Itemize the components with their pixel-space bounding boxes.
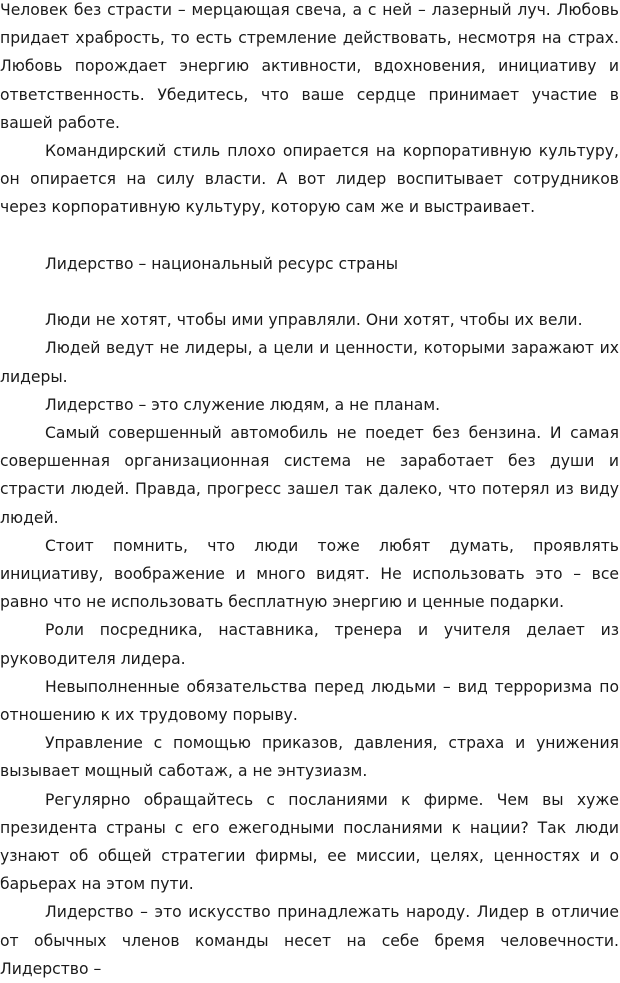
paragraph: Роли посредника, наставника, тренера и учителя делает из руководителя лидера. (0, 621, 619, 668)
paragraph-command-style: Командирский стиль плохо опирается на корпоративную культуру, он опирается на силу власти. А вот лидер воспитывает сотрудников через корпоративную культуру, которую сам же и выстраивает. (0, 142, 619, 217)
paragraph: Самый совершенный автомобиль не поедет без бензина. И самая совершенная организационная система не заработает без души и страсти людей. Правда, прогресс зашел так далеко, что потерял из виду людей. (0, 424, 619, 527)
paragraph: Людей ведут не лидеры, а цели и ценности, которыми заражают их лидеры. (0, 339, 619, 386)
spacer (0, 222, 620, 250)
paragraph: Регулярно обращайтесь с посланиями к фирме. Чем вы хуже президента страны с его ежегодными посланиями к нации? Так люди узнают об общей стратегии фирмы, ее миссии, целях, ценностях и о барьерах на этом пути. (0, 790, 619, 894)
spacer (0, 278, 620, 306)
paragraph: Лидерство – это искусство принадлежать народу. Лидер в отличие от обычных членов команды несет на себе бремя человечности. Лидерство – (0, 903, 619, 978)
paragraph: Лидерство – это служение людям, а не планам. (45, 395, 441, 414)
paragraph: Стоит помнить, что люди тоже любят думать, проявлять инициативу, воображение и много видят. Не использовать это – все равно что не использовать бесплатную энергию и ценные подарки. (0, 536, 619, 612)
paragraph: Невыполненные обязательства перед людьми – вид терроризма по отношению к их трудовому порыву. (0, 677, 619, 725)
paragraph-passion: Человек без страсти – мерцающая свеча, а с ней – лазерный луч. Любовь придает храбрость, то есть стремление действовать, несмотря на страх. Любовь порождает энергию активности, вдохновения, инициативу и ответственность. Убедитесь, что ваше сердце принимает участие в вашей работе. (0, 1, 619, 132)
paragraph: Управление с помощью приказов, давления, страха и унижения вызывает мощный саботаж, а не энтузиазм. (0, 734, 619, 781)
section-title: Лидерство – национальный ресурс страны (45, 254, 399, 273)
paragraph: Люди не хотят, чтобы ими управляли. Они хотят, чтобы их вели. (45, 311, 583, 330)
